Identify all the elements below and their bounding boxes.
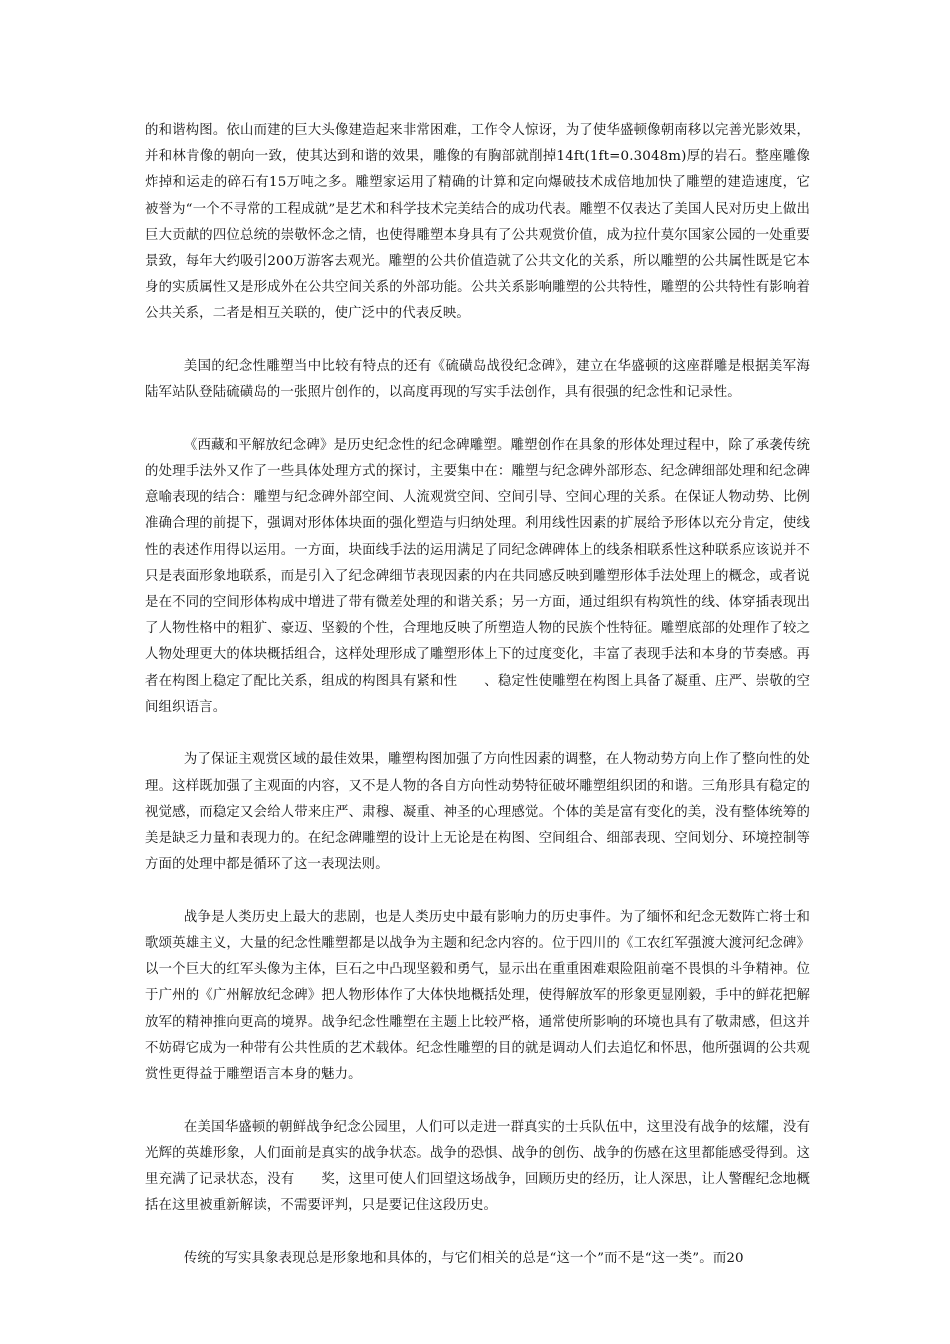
paragraph-5: 战争是人类历史上最大的悲剧，也是人类历史中最有影响力的历史事件。为了缅怀和纪念无数阵亡将士和歌颂英雄主义，大量的纪念性雕塑都是以战争为主题和纪念内容的。位于四川的《工农红军强渡大渡河纪念碑》以一个巨大的红军头像为主体，巨石之中凸现坚毅和勇气，显示出在重重困难艰险阻前毫不畏惧的斗争精神。位于广州的《广州解放纪念碑》把人物形体作了大体快地概括处理，使得解放军的形象更显刚毅，手中的鲜花把解放军的精神推向更高的境界。战争纪念性雕塑在主题上比较严格，通常使所影响的环境也具有了敬肃感，但这并不妨碍它成为一种带有公共性质的艺术载体。纪念性雕塑的目的就是调动人们去追忆和怀思，他所强调的公共观赏性更得益于雕塑语言本身的魅力。 [145, 909, 810, 1083]
paragraph-1-continuation: 的和谐构图。依山而建的巨大头像建造起来非常困难，工作令人惊讶，为了使华盛顿像朝南移以完善光影效果，并和林肯像的朝向一致，使其达到和谐的效果，雕像的有胸部就削掉14ft(1ft=0.3048m)厚的岩石。整座雕像炸掉和运走的碎石有15万吨之多。雕塑家运用了精确的计算和定向爆破技术成倍地加快了雕塑的建造速度，它被誉为“一个不寻常的工程成就”是艺术和科学技术完美结合的成功代表。雕塑不仅表达了美国人民对历史上做出巨大贡献的四位总统的崇敬怀念之情，也使得雕塑本身具有了公共观赏价值，成为拉什莫尔国家公园的一处重要景致，每年大约吸引200万游客去观光。雕塑的公共价值造就了公共文化的关系，所以雕塑的公共属性既是它本身的实质属性又是形成外在公共空间关系的外部功能。公共关系影响雕塑的公共特性，雕塑的公共特性有影响着公共关系，二者是相互关联的，使广泛中的代表反映。 [145, 123, 810, 322]
document-body [145, 118, 810, 1272]
paragraph-6: 在美国华盛顿的朝鲜战争纪念公园里，人们可以走进一群真实的士兵队伍中，这里没有战争的炫耀，没有光辉的英雄形象，人们面前是真实的战争状态。战争的恐惧、战争的创伤、战争的伤感在这里都能感受得到。这里充满了记录状态，没有 奖，这里可使人们回望这场战争，回顾历史的经历，让人深思，让人警醒纪念地概括在这里被重新解读，不需要评判，只是要记住这段历史。 [145, 1119, 810, 1214]
paragraph-2: 美国的纪念性雕塑当中比较有特点的还有《硫磺岛战役纪念碑》，建立在华盛顿的这座群雕是根据美军海陆军站队登陆硫磺岛的一张照片创作的，以高度再现的写实手法创作，具有很强的纪念性和记录性。 [145, 359, 810, 401]
paragraph-4: 为了保证主观赏区域的最佳效果，雕塑构图加强了方向性因素的调整，在人物动势方向上作了整向性的处理。这样既加强了主观面的内容，又不是人物的各自方向性动势特征破坏雕塑组织团的和谐。三角形具有稳定的视觉感，而稳定又会给人带来庄严、肃穆、凝重、神圣的心理感觉。个体的美是富有变化的美，没有整体统筹的美是缺乏力量和表现力的。在纪念碑雕塑的设计上无论是在构图、空间组合、细部表现、空间划分、环境控制等方面的处理中都是循环了这一表现法则。 [145, 752, 810, 873]
paragraph-7: 传统的写实具象表现总是形象地和具体的，与它们相关的总是“这一个”而不是“这一类”。而20 [183, 1250, 744, 1266]
paragraph-3: 《西藏和平解放纪念碑》是历史纪念性的纪念碑雕塑。雕塑创作在具象的形体处理过程中，除了承袭传统的处理手法外又作了一些具体处理方式的探讨，主要集中在：雕塑与纪念碑外部形态、纪念碑细部处理和纪念碑意喻表现的结合：雕塑与纪念碑外部空间、人流观赏空间、空间引导、空间心理的关系。在保证人物动势、比例准确合理的前提下，强调对形体体块面的强化塑造与归纳处理。利用线性因素的扩展给予形体以充分肯定，使线性的表述作用得以运用。一方面，块面线手法的运用满足了同纪念碑碑体上的线条相联系性这种联系应该说并不只是表面形象地联系，而是引入了纪念碑细节表现因素的内在共同感反映到雕塑形体手法处理上的概念，或者说是在不同的空间形体构成中增进了带有微差处理的和谐关系；另一方面，通过组织有构筑性的线、体穿插表现出了人物性格中的粗犷、豪迈、坚毅的个性，合理地反映了所塑造人物的民族个性特征。雕塑底部的处理作了较之人物处理更大的体块概括组合，这样处理形成了雕塑形体上下的过度变化，丰富了表现手法和本身的节奏感。再者在构图上稳定了配比关系，组成的构图具有紧和性 、稳定性使雕塑在构图上具备了凝重、庄严、崇敬的空间组织语言。 [145, 437, 810, 715]
